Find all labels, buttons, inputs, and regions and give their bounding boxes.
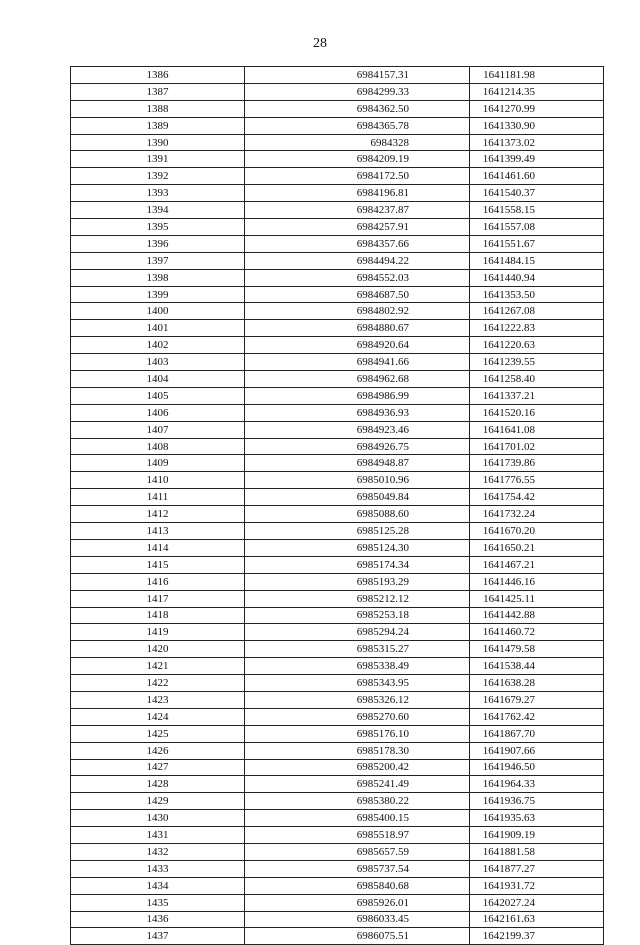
y-coordinate-cell: 1641373.02 <box>470 134 604 151</box>
y-coordinate-cell: 1642027.24 <box>470 894 604 911</box>
x-coordinate-cell: 6984357.66 <box>245 235 470 252</box>
table-row <box>71 404 604 421</box>
point-number-cell: 1419 <box>71 624 245 641</box>
x-coordinate-cell: 6984923.46 <box>245 421 470 438</box>
point-number-cell: 1386 <box>71 67 245 84</box>
point-number-cell: 1433 <box>71 860 245 877</box>
y-coordinate-cell: 1641881.58 <box>470 843 604 860</box>
x-coordinate-cell: 6985176.10 <box>245 725 470 742</box>
table-row <box>71 320 604 337</box>
x-coordinate-cell: 6985380.22 <box>245 793 470 810</box>
table-row <box>71 286 604 303</box>
y-coordinate-cell: 1641670.20 <box>470 523 604 540</box>
table-row <box>71 185 604 202</box>
x-coordinate-cell: 6984920.64 <box>245 337 470 354</box>
x-coordinate-cell: 6985241.49 <box>245 776 470 793</box>
table-row <box>71 776 604 793</box>
table-row <box>71 843 604 860</box>
y-coordinate-cell: 1642199.37 <box>470 928 604 945</box>
table-row <box>71 708 604 725</box>
y-coordinate-cell: 1641467.21 <box>470 556 604 573</box>
point-number-cell: 1436 <box>71 911 245 928</box>
y-coordinate-cell: 1641479.58 <box>470 641 604 658</box>
point-number-cell: 1408 <box>71 438 245 455</box>
x-coordinate-cell: 6985010.96 <box>245 472 470 489</box>
x-coordinate-cell: 6985125.28 <box>245 523 470 540</box>
table-row <box>71 117 604 134</box>
table-row <box>71 742 604 759</box>
y-coordinate-cell: 1641267.08 <box>470 303 604 320</box>
x-coordinate-cell: 6985315.27 <box>245 641 470 658</box>
table-row <box>71 556 604 573</box>
x-coordinate-cell: 6984328 <box>245 134 470 151</box>
y-coordinate-cell: 1641867.70 <box>470 725 604 742</box>
x-coordinate-cell: 6984362.50 <box>245 100 470 117</box>
table-row <box>71 793 604 810</box>
x-coordinate-cell: 6985926.01 <box>245 894 470 911</box>
x-coordinate-cell: 6985326.12 <box>245 691 470 708</box>
y-coordinate-cell: 1641520.16 <box>470 404 604 421</box>
x-coordinate-cell: 6984687.50 <box>245 286 470 303</box>
x-coordinate-cell: 6985174.34 <box>245 556 470 573</box>
x-coordinate-cell: 6985400.15 <box>245 810 470 827</box>
point-number-cell: 1418 <box>71 607 245 624</box>
x-coordinate-cell: 6984209.19 <box>245 151 470 168</box>
y-coordinate-cell: 1641425.11 <box>470 590 604 607</box>
table-row <box>71 911 604 928</box>
table-row <box>71 168 604 185</box>
table-row <box>71 827 604 844</box>
y-coordinate-cell: 1641754.42 <box>470 489 604 506</box>
point-number-cell: 1403 <box>71 354 245 371</box>
table-row <box>71 590 604 607</box>
y-coordinate-cell: 1641641.08 <box>470 421 604 438</box>
x-coordinate-cell: 6985338.49 <box>245 658 470 675</box>
table-row <box>71 877 604 894</box>
table-row <box>71 100 604 117</box>
point-number-cell: 1392 <box>71 168 245 185</box>
x-coordinate-cell: 6985088.60 <box>245 506 470 523</box>
point-number-cell: 1420 <box>71 641 245 658</box>
point-number-cell: 1415 <box>71 556 245 573</box>
table-row <box>71 641 604 658</box>
x-coordinate-cell: 6984494.22 <box>245 252 470 269</box>
point-number-cell: 1416 <box>71 573 245 590</box>
y-coordinate-cell: 1641484.15 <box>470 252 604 269</box>
point-number-cell: 1398 <box>71 269 245 286</box>
x-coordinate-cell: 6985049.84 <box>245 489 470 506</box>
x-coordinate-cell: 6985657.59 <box>245 843 470 860</box>
y-coordinate-cell: 1641679.27 <box>470 691 604 708</box>
y-coordinate-cell: 1641732.24 <box>470 506 604 523</box>
page-number: 28 <box>313 36 327 51</box>
x-coordinate-cell: 6986033.45 <box>245 911 470 928</box>
table-row <box>71 337 604 354</box>
x-coordinate-cell: 6985294.24 <box>245 624 470 641</box>
x-coordinate-cell: 6985212.12 <box>245 590 470 607</box>
y-coordinate-cell: 1641222.83 <box>470 320 604 337</box>
point-number-cell: 1405 <box>71 387 245 404</box>
y-coordinate-cell: 1641214.35 <box>470 83 604 100</box>
point-number-cell: 1427 <box>71 759 245 776</box>
table-row <box>71 573 604 590</box>
y-coordinate-cell: 1641557.08 <box>470 219 604 236</box>
point-number-cell: 1394 <box>71 202 245 219</box>
table-row <box>71 455 604 472</box>
x-coordinate-cell: 6984552.03 <box>245 269 470 286</box>
point-number-cell: 1437 <box>71 928 245 945</box>
table-row <box>71 303 604 320</box>
table-row <box>71 523 604 540</box>
y-coordinate-cell: 1641558.15 <box>470 202 604 219</box>
y-coordinate-cell: 1641907.66 <box>470 742 604 759</box>
table-row <box>71 202 604 219</box>
table-row <box>71 134 604 151</box>
table-row <box>71 472 604 489</box>
x-coordinate-cell: 6984986.99 <box>245 387 470 404</box>
table-row <box>71 860 604 877</box>
table-row <box>71 691 604 708</box>
x-coordinate-cell: 6985270.60 <box>245 708 470 725</box>
y-coordinate-cell: 1641650.21 <box>470 539 604 556</box>
x-coordinate-cell: 6984299.33 <box>245 83 470 100</box>
point-number-cell: 1400 <box>71 303 245 320</box>
point-number-cell: 1397 <box>71 252 245 269</box>
y-coordinate-cell: 1641220.63 <box>470 337 604 354</box>
point-number-cell: 1412 <box>71 506 245 523</box>
point-number-cell: 1402 <box>71 337 245 354</box>
y-coordinate-cell: 1641936.75 <box>470 793 604 810</box>
x-coordinate-cell: 6984962.68 <box>245 371 470 388</box>
point-number-cell: 1431 <box>71 827 245 844</box>
point-number-cell: 1435 <box>71 894 245 911</box>
table-row <box>71 83 604 100</box>
x-coordinate-cell: 6985737.54 <box>245 860 470 877</box>
y-coordinate-cell: 1641460.72 <box>470 624 604 641</box>
y-coordinate-cell: 1641181.98 <box>470 67 604 84</box>
table-body <box>71 67 604 945</box>
y-coordinate-cell: 1641776.55 <box>470 472 604 489</box>
x-coordinate-cell: 6985343.95 <box>245 675 470 692</box>
table-row <box>71 725 604 742</box>
x-coordinate-cell: 6984880.67 <box>245 320 470 337</box>
point-number-cell: 1434 <box>71 877 245 894</box>
table-row <box>71 928 604 945</box>
table-row <box>71 371 604 388</box>
y-coordinate-cell: 1641946.50 <box>470 759 604 776</box>
table-row <box>71 539 604 556</box>
y-coordinate-cell: 1641701.02 <box>470 438 604 455</box>
y-coordinate-cell: 1641935.63 <box>470 810 604 827</box>
x-coordinate-cell: 6985200.42 <box>245 759 470 776</box>
x-coordinate-cell: 6985840.68 <box>245 877 470 894</box>
table-row <box>71 151 604 168</box>
point-number-cell: 1404 <box>71 371 245 388</box>
table-row <box>71 624 604 641</box>
table-row <box>71 387 604 404</box>
x-coordinate-cell: 6986075.51 <box>245 928 470 945</box>
y-coordinate-cell: 1641909.19 <box>470 827 604 844</box>
table-row <box>71 489 604 506</box>
point-number-cell: 1396 <box>71 235 245 252</box>
x-coordinate-cell: 6984365.78 <box>245 117 470 134</box>
y-coordinate-cell: 1641442.88 <box>470 607 604 624</box>
table-row <box>71 354 604 371</box>
table-row <box>71 219 604 236</box>
table-row <box>71 421 604 438</box>
point-number-cell: 1424 <box>71 708 245 725</box>
table-row <box>71 438 604 455</box>
y-coordinate-cell: 1641877.27 <box>470 860 604 877</box>
x-coordinate-cell: 6985253.18 <box>245 607 470 624</box>
table-row <box>71 506 604 523</box>
y-coordinate-cell: 1641540.37 <box>470 185 604 202</box>
table-row <box>71 607 604 624</box>
y-coordinate-cell: 1641239.55 <box>470 354 604 371</box>
y-coordinate-cell: 1641931.72 <box>470 877 604 894</box>
y-coordinate-cell: 1642161.63 <box>470 911 604 928</box>
table-row <box>71 810 604 827</box>
point-number-cell: 1421 <box>71 658 245 675</box>
x-coordinate-cell: 6984948.87 <box>245 455 470 472</box>
x-coordinate-cell: 6984157.31 <box>245 67 470 84</box>
point-number-cell: 1429 <box>71 793 245 810</box>
y-coordinate-cell: 1641538.44 <box>470 658 604 675</box>
point-number-cell: 1417 <box>71 590 245 607</box>
y-coordinate-cell: 1641461.60 <box>470 168 604 185</box>
x-coordinate-cell: 6985518.97 <box>245 827 470 844</box>
x-coordinate-cell: 6984172.50 <box>245 168 470 185</box>
table-row <box>71 235 604 252</box>
x-coordinate-cell: 6984926.75 <box>245 438 470 455</box>
point-number-cell: 1401 <box>71 320 245 337</box>
x-coordinate-cell: 6985178.30 <box>245 742 470 759</box>
point-number-cell: 1413 <box>71 523 245 540</box>
x-coordinate-cell: 6984257.91 <box>245 219 470 236</box>
point-number-cell: 1426 <box>71 742 245 759</box>
table-row <box>71 894 604 911</box>
table-row <box>71 658 604 675</box>
point-number-cell: 1406 <box>71 404 245 421</box>
y-coordinate-cell: 1641440.94 <box>470 269 604 286</box>
point-number-cell: 1414 <box>71 539 245 556</box>
point-number-cell: 1425 <box>71 725 245 742</box>
point-number-cell: 1407 <box>71 421 245 438</box>
coordinates-table <box>70 66 604 945</box>
table-row <box>71 269 604 286</box>
table-row <box>71 675 604 692</box>
point-number-cell: 1388 <box>71 100 245 117</box>
y-coordinate-cell: 1641964.33 <box>470 776 604 793</box>
point-number-cell: 1411 <box>71 489 245 506</box>
y-coordinate-cell: 1641762.42 <box>470 708 604 725</box>
point-number-cell: 1390 <box>71 134 245 151</box>
y-coordinate-cell: 1641551.67 <box>470 235 604 252</box>
point-number-cell: 1387 <box>71 83 245 100</box>
y-coordinate-cell: 1641399.49 <box>470 151 604 168</box>
y-coordinate-cell: 1641739.86 <box>470 455 604 472</box>
y-coordinate-cell: 1641330.90 <box>470 117 604 134</box>
point-number-cell: 1410 <box>71 472 245 489</box>
x-coordinate-cell: 6984237.87 <box>245 202 470 219</box>
point-number-cell: 1432 <box>71 843 245 860</box>
table-row <box>71 759 604 776</box>
point-number-cell: 1395 <box>71 219 245 236</box>
x-coordinate-cell: 6984941.66 <box>245 354 470 371</box>
point-number-cell: 1428 <box>71 776 245 793</box>
x-coordinate-cell: 6984196.81 <box>245 185 470 202</box>
y-coordinate-cell: 1641258.40 <box>470 371 604 388</box>
x-coordinate-cell: 6985193.29 <box>245 573 470 590</box>
point-number-cell: 1423 <box>71 691 245 708</box>
point-number-cell: 1391 <box>71 151 245 168</box>
x-coordinate-cell: 6985124.30 <box>245 539 470 556</box>
point-number-cell: 1389 <box>71 117 245 134</box>
table-row <box>71 252 604 269</box>
point-number-cell: 1430 <box>71 810 245 827</box>
y-coordinate-cell: 1641337.21 <box>470 387 604 404</box>
y-coordinate-cell: 1641353.50 <box>470 286 604 303</box>
y-coordinate-cell: 1641270.99 <box>470 100 604 117</box>
table-row <box>71 67 604 84</box>
point-number-cell: 1399 <box>71 286 245 303</box>
y-coordinate-cell: 1641638.28 <box>470 675 604 692</box>
y-coordinate-cell: 1641446.16 <box>470 573 604 590</box>
x-coordinate-cell: 6984936.93 <box>245 404 470 421</box>
point-number-cell: 1393 <box>71 185 245 202</box>
point-number-cell: 1409 <box>71 455 245 472</box>
point-number-cell: 1422 <box>71 675 245 692</box>
x-coordinate-cell: 6984802.92 <box>245 303 470 320</box>
